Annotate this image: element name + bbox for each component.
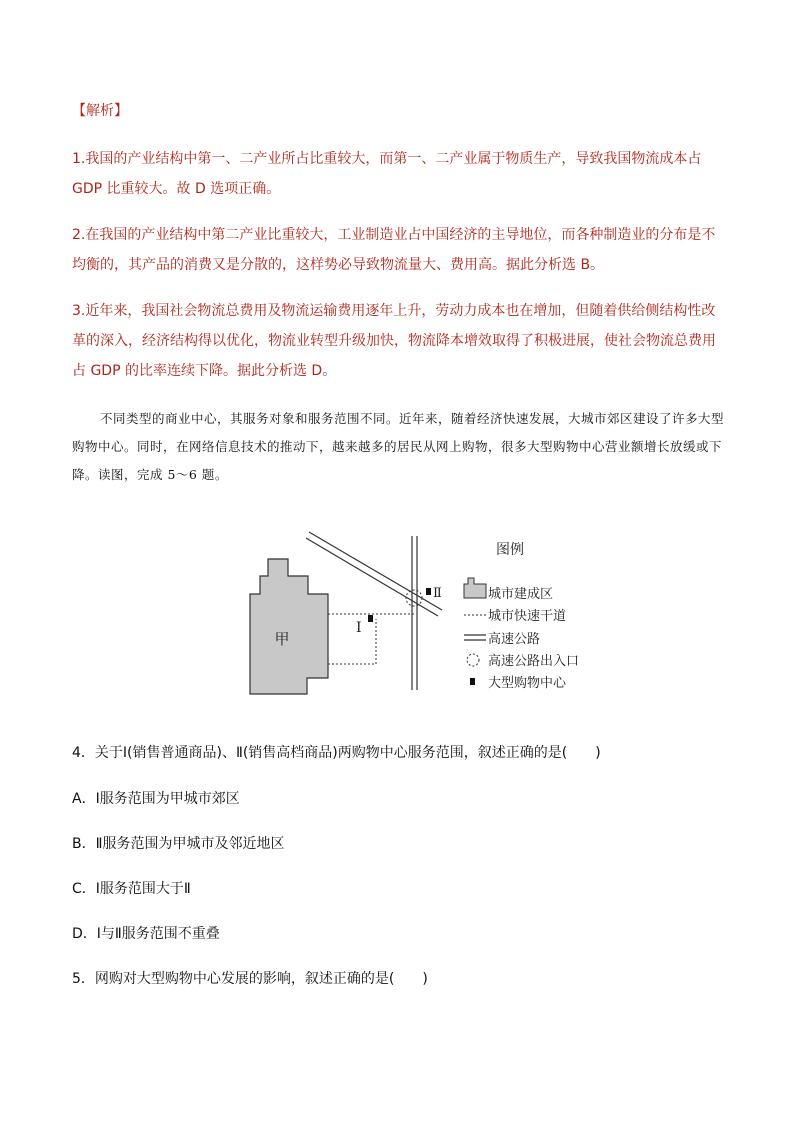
legend-mall-icon [470,678,475,685]
legend-mall-label: 大型购物中心 [488,676,567,691]
legend-built-area-label: 城市建成区 [488,587,554,602]
option-d: D．Ⅰ与Ⅱ服务范围不重叠 [72,926,220,942]
legend-exit-label: 高速公路出入口 [488,654,580,669]
option-b: B．Ⅱ服务范围为甲城市及邻近地区 [72,836,285,852]
mall-2-marker [426,588,431,595]
analysis-item-3: 3.近年来，我国社会物流总费用及物流运输费用逐年上升，劳动力成本也在增加，但随着供给侧结构性改革的深入，经济结构得以优化，物流业转型升级加快，物流降本增效取得了积极进展，使社会物流总费用占 GDP 的比率连续下降。据此分析选 D。 [72,303,716,379]
legend-highway-label: 高速公路 [488,632,541,647]
option-a: A．Ⅰ服务范围为甲城市郊区 [72,791,240,807]
question-5: 5．网购对大型购物中心发展的影响，叙述正确的是( ) [72,971,428,987]
legend-title: 图例 [496,542,524,558]
analysis-heading: 【解析】 [72,103,128,119]
legend-expressway-label: 城市快速干道 [488,609,567,624]
analysis-item-2: 2.在我国的产业结构中第二产业比重较大，工业制造业占中国经济的主导地位，而各种制造业的分布是不均衡的，其产品的消费又是分散的，这样势必导致物流量大、费用高。据此分析选 B。 [72,227,716,273]
mall-1-label: Ⅰ [356,620,362,636]
question-intro: 不同类型的商业中心，其服务对象和服务范围不同。近年来，随着经济快速发展，大城市郊区建设了许多大型购物中心。同时，在网络信息技术的推动下，越来越多的居民从网上购物，很多大型购物中心营业额增长放缓或下降。读图，完成 5～6 题。 [72,411,725,482]
city-label: 甲 [274,630,290,648]
mall-1-marker [368,615,373,622]
analysis-item-1: 1.我国的产业结构中第一、二产业所占比重较大，而第一、二产业属于物质生产，导致我国物流成本占 GDP 比重较大。故 D 选项正确。 [72,151,702,197]
map-diagram [230,518,598,712]
mall-2-label: Ⅱ [433,586,442,601]
option-c: C．Ⅰ服务范围大于Ⅱ [72,881,191,897]
question-4: 4．关于Ⅰ(销售普通商品)、Ⅱ(销售高档商品)两购物中心服务范围，叙述正确的是( ) [72,745,601,761]
map-figure [230,518,598,712]
